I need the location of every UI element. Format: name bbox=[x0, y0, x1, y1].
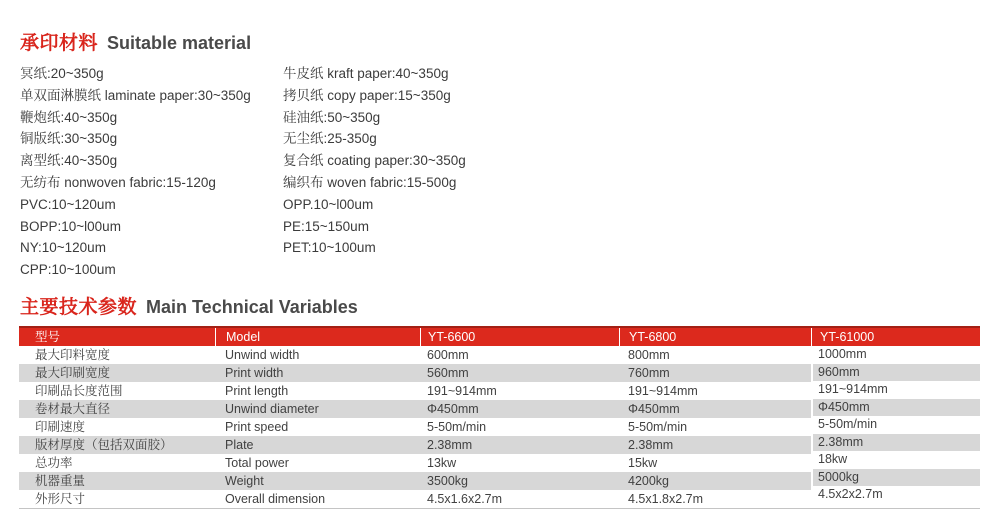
table-cell: Φ450mm bbox=[427, 402, 479, 416]
material-item: 编织布 woven fabric:15-500g bbox=[283, 174, 457, 190]
table-header-row bbox=[19, 328, 980, 346]
material-item: 牛皮纸 kraft paper:40~350g bbox=[283, 66, 449, 81]
table-row bbox=[19, 472, 811, 490]
table-cell: 960mm bbox=[813, 364, 980, 382]
material-item: PVC:10~120um bbox=[20, 196, 116, 212]
material-item: 硅油纸:50~350g bbox=[283, 109, 381, 125]
table-cell: 800mm bbox=[628, 348, 670, 362]
table-cell: 机器重量 bbox=[35, 474, 86, 488]
technical-title bbox=[20, 292, 358, 320]
material-item: PET:10~100um bbox=[283, 240, 376, 256]
table-cell: Overall dimension bbox=[225, 492, 326, 506]
table-row bbox=[19, 364, 811, 382]
table-cell: 191~914mm bbox=[427, 384, 497, 398]
table-cell: 印刷品长度范围 bbox=[35, 384, 123, 398]
table-cell: 最大印刷宽度 bbox=[35, 366, 111, 380]
table-row bbox=[19, 454, 811, 472]
table-cell: 4.5x2x2.7m bbox=[818, 487, 883, 501]
header-cell-yt61000: YT-61000 bbox=[811, 328, 980, 346]
material-item: 鞭炮纸:40~350g bbox=[20, 109, 118, 125]
table-cell: Φ450mm bbox=[813, 399, 980, 417]
header-cell-yt6800: YT-6800 bbox=[619, 328, 811, 346]
suitable-material-title-en: Suitable material bbox=[107, 33, 252, 53]
material-item: NY:10~120um bbox=[20, 240, 106, 256]
table-cell: 最大印料宽度 bbox=[35, 348, 111, 362]
table-cell: 外形尺寸 bbox=[35, 492, 86, 506]
table-cell: 版材厚度（包括双面胶） bbox=[35, 438, 173, 452]
table-cell: 600mm bbox=[427, 348, 469, 362]
table-cell: 5-50m/min bbox=[818, 417, 878, 431]
table-cell: 760mm bbox=[628, 366, 670, 380]
table-cell: Weight bbox=[225, 474, 264, 488]
table-cell: 191~914mm bbox=[818, 382, 888, 396]
suitable-material-title bbox=[20, 28, 251, 56]
header-cell-model-zh: 型号 bbox=[35, 330, 61, 344]
table-cell: 560mm bbox=[427, 366, 469, 380]
suitable-material-title-zh: 承印材料 bbox=[20, 33, 99, 54]
table-row bbox=[19, 382, 811, 400]
table-cell: 1000mm bbox=[818, 347, 867, 361]
table-cell: 15kw bbox=[628, 456, 658, 470]
material-item: OPP.10~l00um bbox=[283, 196, 374, 212]
table-cell: 总功率 bbox=[35, 456, 73, 470]
header-cell-model-en: Model bbox=[215, 328, 420, 346]
table-bottom-rule bbox=[19, 508, 980, 509]
table-col5-block bbox=[813, 346, 980, 504]
table-cell: 5000kg bbox=[813, 469, 980, 487]
table-row bbox=[19, 346, 811, 364]
table-cell: 2.38mm bbox=[813, 434, 980, 452]
material-item: 离型纸:40~350g bbox=[20, 153, 118, 169]
table-cell: Unwind diameter bbox=[225, 402, 319, 416]
table-row bbox=[19, 418, 811, 436]
table-cell: 13kw bbox=[427, 456, 457, 470]
table-cell: 4200kg bbox=[628, 474, 670, 488]
material-item: 单双面淋膜纸 laminate paper:30~350g bbox=[20, 87, 251, 103]
material-item: 复合纸 coating paper:30~350g bbox=[283, 153, 466, 169]
technical-title-en: Main Technical Variables bbox=[146, 297, 358, 317]
technical-title-zh: 主要技术参数 bbox=[20, 297, 138, 318]
header-cell-yt6600: YT-6600 bbox=[420, 328, 619, 346]
table-row bbox=[19, 490, 811, 508]
material-item: 冥纸:20~350g bbox=[20, 66, 104, 81]
material-list-right bbox=[283, 63, 466, 259]
table-cell: Print length bbox=[225, 384, 289, 398]
table-cell: 5-50m/min bbox=[427, 420, 487, 434]
table-cell: 191~914mm bbox=[628, 384, 698, 398]
table-cell: Plate bbox=[225, 438, 254, 452]
table-cell: 3500kg bbox=[427, 474, 469, 488]
table-cell: 4.5x1.6x2.7m bbox=[427, 492, 503, 506]
table-cell: 18kw bbox=[818, 452, 848, 466]
table-cell: Print width bbox=[225, 366, 284, 380]
material-item: 无纺布 nonwoven fabric:15-120g bbox=[20, 174, 216, 190]
table-cell: 5-50m/min bbox=[628, 420, 688, 434]
material-item: PE:15~150um bbox=[283, 218, 369, 234]
table-cell: 4.5x1.8x2.7m bbox=[628, 492, 704, 506]
table-cell: Print speed bbox=[225, 420, 289, 434]
table-cell: 卷材最大直径 bbox=[35, 402, 111, 416]
table-row bbox=[19, 436, 811, 454]
table-cell: 2.38mm bbox=[628, 438, 674, 452]
table-cell: 2.38mm bbox=[427, 438, 473, 452]
table-cell: 印刷速度 bbox=[35, 420, 86, 434]
spec-table bbox=[19, 326, 980, 509]
table-cell: Total power bbox=[225, 456, 289, 470]
material-item: 铜版纸:30~350g bbox=[20, 131, 118, 147]
table-cell: Unwind width bbox=[225, 348, 300, 362]
material-item: 无尘纸:25-350g bbox=[283, 131, 377, 147]
material-item: 拷贝纸 copy paper:15~350g bbox=[283, 87, 451, 103]
table-cell: Φ450mm bbox=[628, 402, 680, 416]
material-item: BOPP:10~l00um bbox=[20, 218, 121, 234]
table-row bbox=[19, 400, 811, 418]
material-item: CPP:10~100um bbox=[20, 262, 116, 278]
material-list-left bbox=[20, 63, 251, 281]
